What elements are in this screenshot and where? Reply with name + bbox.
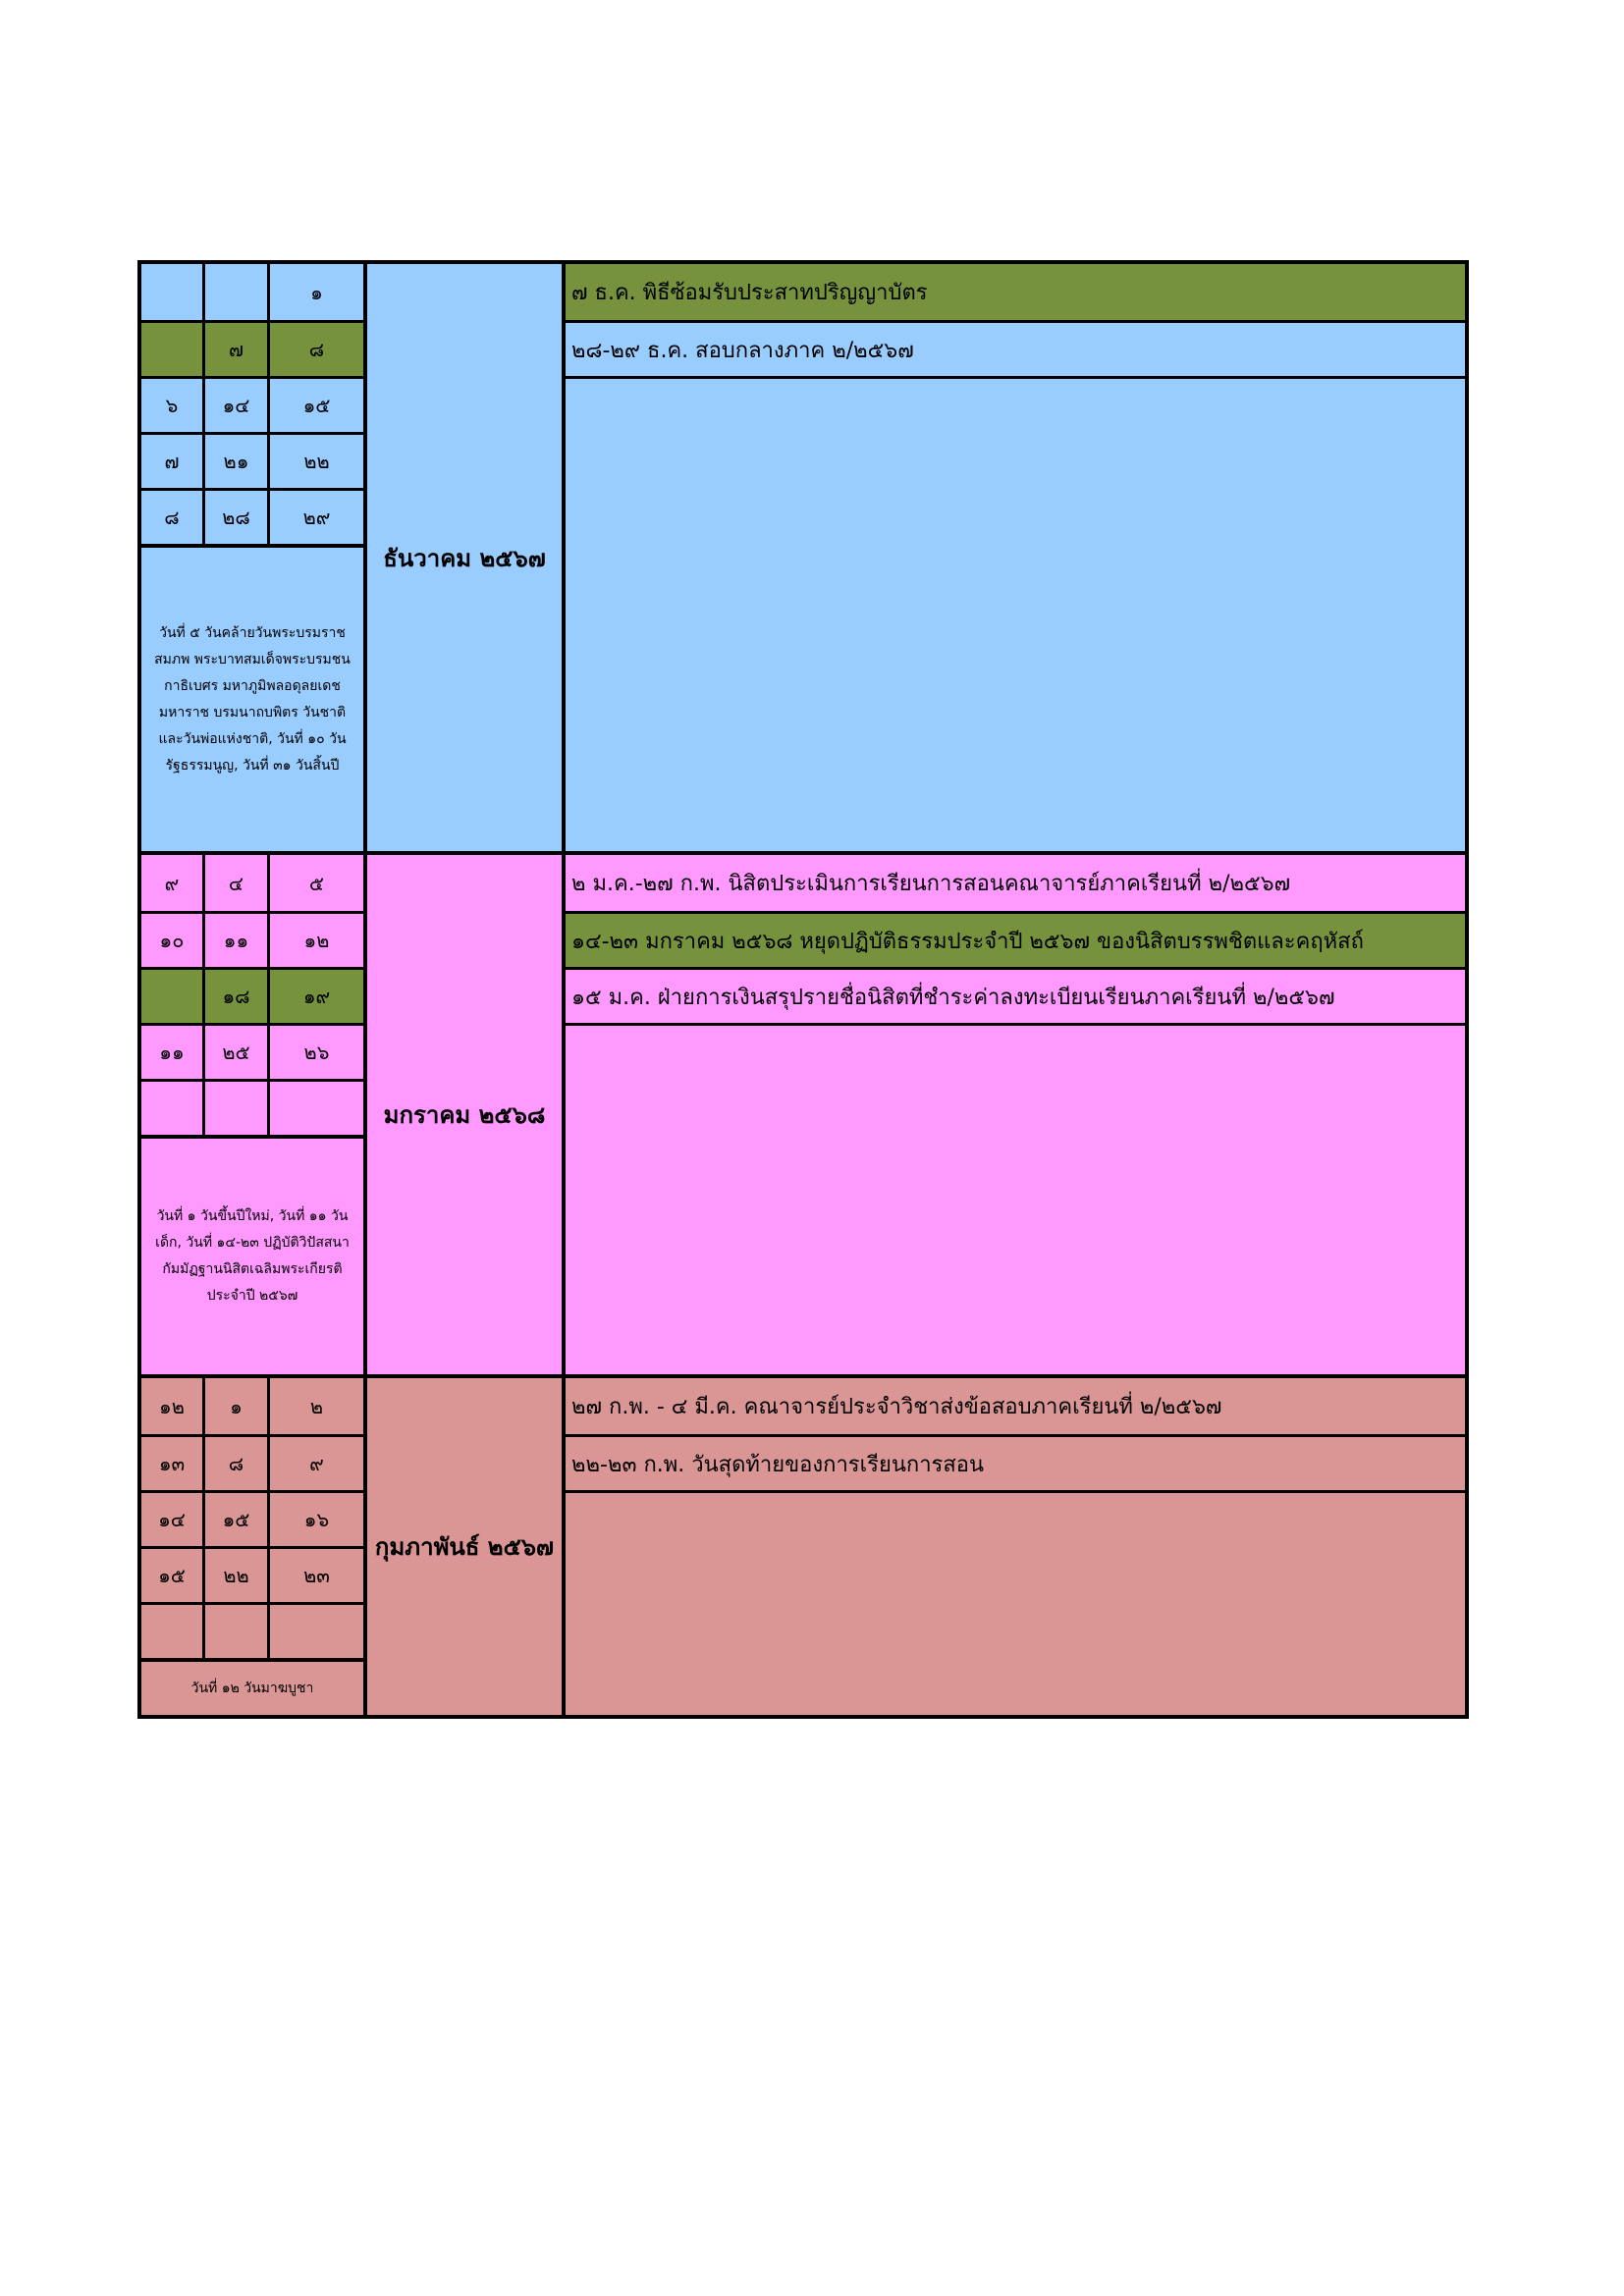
event-row: ๑๔-๒๓ มกราคม ๒๕๖๘ หยุดปฏิบัติธรรมประจำปี ๒๕๖๗ ของนิสิตบรรพชิตและคฤหัสถ์	[562, 911, 1465, 967]
event-row: ๑๕ ม.ค. ฝ่ายการเงินสรุปรายชื่อนิสิตที่ชำระค่าลงทะเบียนเรียนภาคเรียนที่ ๒/๒๕๖๗	[562, 967, 1465, 1023]
event-empty-area	[562, 1490, 1465, 1715]
day-cell: ๒๘	[202, 488, 267, 544]
day-cell: ๒๑	[202, 432, 267, 488]
day-cell: ๑๕	[267, 376, 363, 432]
day-cell: ๒๓	[267, 1546, 363, 1602]
month-label: กุมภาพันธ์ ๒๕๖๗	[363, 1378, 562, 1715]
event-empty-area	[562, 376, 1465, 851]
event-row: ๒๗ ก.พ. - ๔ มี.ค. คณาจารย์ประจำวิชาส่งข้อสอบภาคเรียนที่ ๒/๒๕๖๗	[562, 1378, 1465, 1434]
day-cell: ๖	[141, 376, 202, 432]
day-cell: ๒๒	[202, 1546, 267, 1602]
day-cell: ๒๖	[267, 1023, 363, 1079]
day-cell: ๙	[267, 1434, 363, 1490]
day-cell: ๔	[202, 855, 267, 911]
day-cell: ๑๑	[202, 911, 267, 967]
day-cell: ๑๙	[267, 967, 363, 1023]
month-label: ธันวาคม ๒๕๖๗	[363, 264, 562, 851]
day-cell: ๑	[267, 264, 363, 320]
day-cell: ๑๑	[141, 1023, 202, 1079]
day-cell	[141, 1602, 202, 1658]
day-cell: ๘	[141, 488, 202, 544]
event-row: ๒๒-๒๓ ก.พ. วันสุดท้ายของการเรียนการสอน	[562, 1434, 1465, 1490]
day-cell	[267, 1079, 363, 1135]
day-cell: ๑๓	[141, 1434, 202, 1490]
day-cell: ๑๖	[267, 1490, 363, 1546]
day-cell: ๑๐	[141, 911, 202, 967]
day-cell: ๗	[202, 320, 267, 376]
event-row: ๒๘-๒๙ ธ.ค. สอบกลางภาค ๒/๒๕๖๗	[562, 320, 1465, 376]
day-cell: ๙	[164, 871, 180, 895]
day-cell: ๒๙	[267, 488, 363, 544]
day-cell	[141, 967, 202, 1023]
day-cell: ๑๒	[159, 1394, 185, 1418]
month-label: มกราคม ๒๕๖๘	[363, 855, 562, 1374]
day-cell: ๘	[267, 320, 363, 376]
holiday-note: วันที่ ๑๒ วันมาฆบูชา	[141, 1658, 363, 1715]
holiday-note: วันที่ ๕ วันคล้ายวันพระบรมราชสมภพ พระบาทสมเด็จพระบรมชนกาธิเบศร มหาภูมิพลอดุลยเดชมหาราช บรมนาถบพิตร วันชาติ และวันพ่อแห่งชาติ, วันที่ ๑๐ วันรัฐธรรมนูญ, วันที่ ๓๑ วันสิ้นปี	[141, 544, 363, 851]
day-cell: ๕	[267, 855, 363, 911]
day-cell	[141, 320, 202, 376]
day-cell	[267, 1602, 363, 1658]
day-cell: ๑๔	[141, 1490, 202, 1546]
event-row: ๗ ธ.ค. พิธีซ้อมรับประสาทปริญญาบัตร	[562, 264, 1465, 320]
day-cell: ๘	[202, 1434, 267, 1490]
day-cell: ๗	[141, 432, 202, 488]
day-cell	[141, 264, 202, 320]
day-cell: ๒๕	[202, 1023, 267, 1079]
section-february	[141, 1378, 1465, 1715]
day-cell	[141, 1079, 202, 1135]
event-row: ๒ ม.ค.-๒๗ ก.พ. นิสิตประเมินการเรียนการสอนคณาจารย์ภาคเรียนที่ ๒/๒๕๖๗	[562, 855, 1465, 911]
section-january	[141, 855, 1465, 1378]
day-cell: ๑๕	[141, 1546, 202, 1602]
holiday-note: วันที่ ๑ วันขึ้นปีใหม่, วันที่ ๑๑ วันเด็ก, วันที่ ๑๔-๒๓ ปฏิบัติวิปัสสนากัมมัฏฐานนิสิตเฉลิมพระเกียรติ ประจำปี ๒๕๖๗	[141, 1135, 363, 1374]
day-cell	[202, 1079, 267, 1135]
day-cell	[202, 264, 267, 320]
day-cell: ๒	[267, 1378, 363, 1434]
day-cell: ๑	[202, 1378, 267, 1434]
academic-calendar-table	[137, 260, 1469, 1719]
day-cell: ๑๕	[202, 1490, 267, 1546]
section-december	[141, 264, 1465, 855]
day-cell: ๑๔	[202, 376, 267, 432]
day-cell	[202, 1602, 267, 1658]
day-cell: ๑๘	[202, 967, 267, 1023]
day-cell: ๒๒	[267, 432, 363, 488]
event-empty-area	[562, 1023, 1465, 1374]
day-cell: ๑๒	[267, 911, 363, 967]
